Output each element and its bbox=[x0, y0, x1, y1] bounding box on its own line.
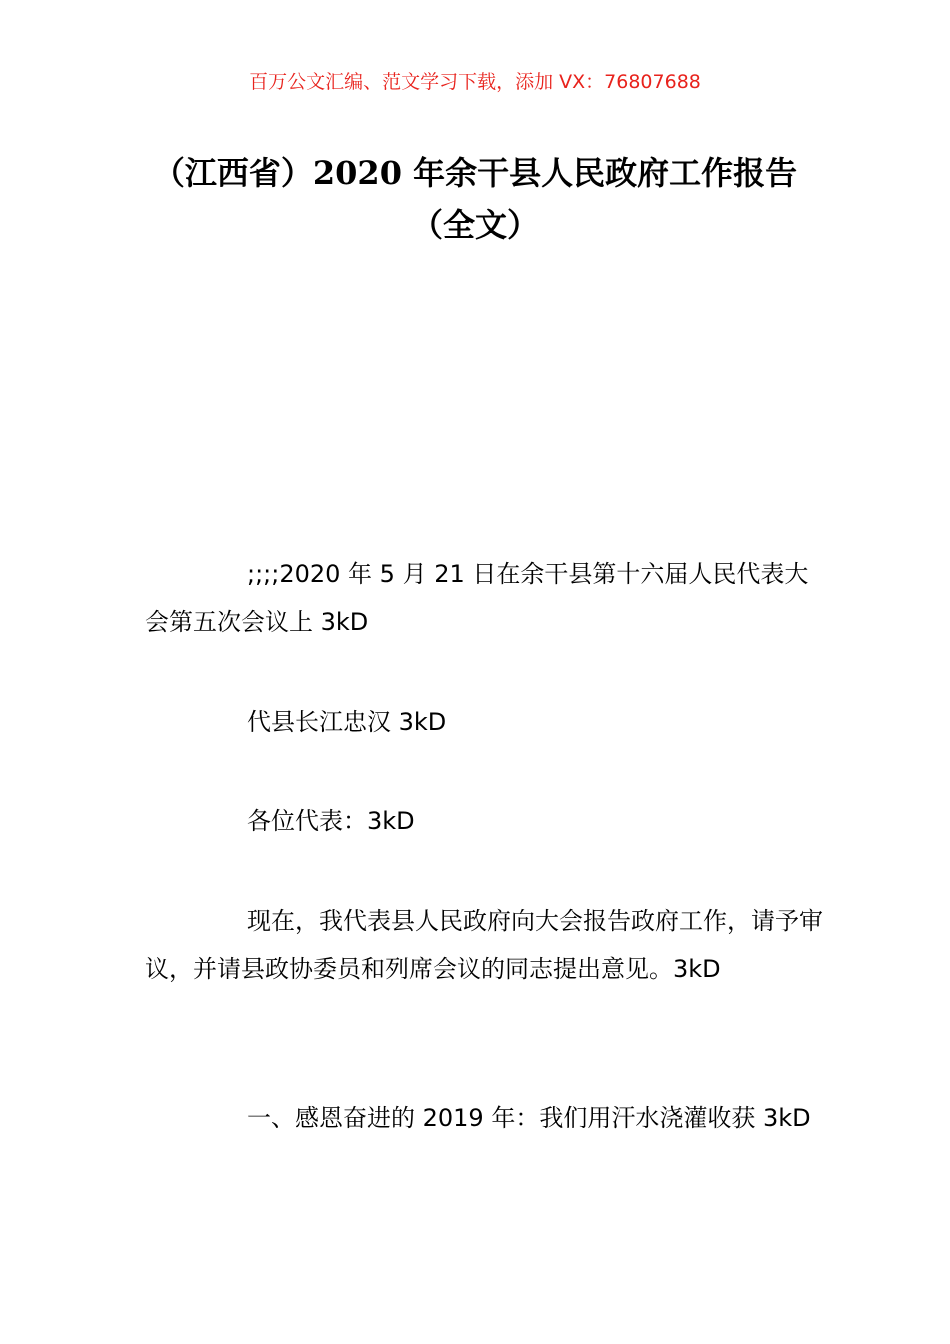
paragraph-meeting-date: ;;;;2020 年 5 月 21 日在余干县第十六届人民代表大会第五次会议上 3kD bbox=[145, 560, 809, 636]
paragraph-salutation: 各位代表：3kD bbox=[247, 807, 415, 835]
paragraph-speaker: 代县长江忠汉 3kD bbox=[247, 708, 447, 736]
header-watermark-note: 百万公文汇编、范文学习下载，添加 VX：76807688 bbox=[249, 71, 701, 93]
paragraph-introduction: 现在，我代表县人民政府向大会报告政府工作，请予审议，并请县政协委员和列席会议的同志提出意见。3kD bbox=[145, 907, 823, 983]
document-title: （江西省）2020 年余干县人民政府工作报告（全文） bbox=[152, 154, 798, 244]
paragraph-section-heading: 一、感恩奋进的 2019 年：我们用汗水浇灌收获 3kD bbox=[247, 1104, 811, 1132]
